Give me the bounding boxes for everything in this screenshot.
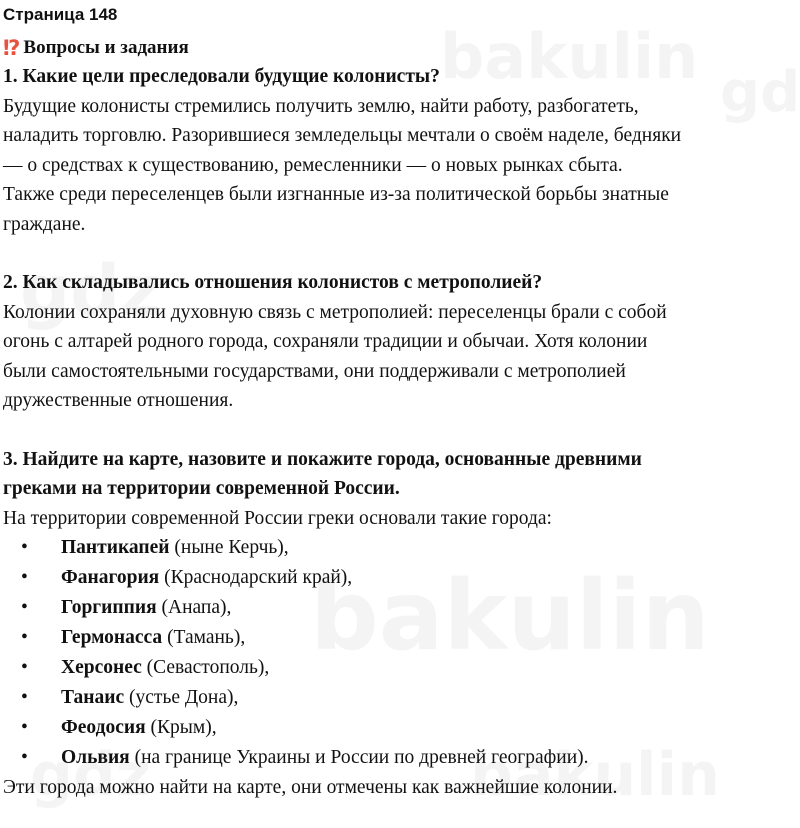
answer-3-intro: На территории современной России греки основали такие города: [3,507,552,529]
city-name: Фанагория [61,567,160,588]
question-1: 1. Какие цели преследовали будущие колонисты? [3,66,440,87]
city-note: (устье Дона), [124,687,239,708]
page-label: Страница 148 [3,5,118,24]
list-item [3,593,800,623]
bullet: • [21,657,28,678]
bullet: • [21,537,28,558]
list-item [3,713,800,743]
city-note: (на границе Украины и России по древней географии). [129,747,589,768]
answer-2-line: Колонии сохраняли духовную связь с метрополией: переселенцы брали с собой [3,301,667,323]
city-note: (Анапа), [156,597,232,618]
city-name: Феодосия [61,717,146,738]
question-block-1 [3,62,800,239]
city-name: Гермонасса [61,627,163,648]
cities-list [3,533,800,773]
list-item [3,533,800,563]
city-note: (Севастополь), [141,657,270,678]
answer-1-line: граждане. [3,213,86,235]
bullet: • [21,567,28,588]
answer-1-line: Также среди переселенцев были изгнанные из-за политической борьбы знатные [3,184,669,205]
bullet: • [21,627,28,648]
city-note: (Крым), [145,717,217,738]
question-block-2 [3,268,800,416]
city-name: Танаис [61,687,125,708]
section-title-text: Вопросы и задания [23,37,189,58]
answer-1-line: — о средствах к существованию, ремесленники — о новых рынках сбыта. [3,154,623,176]
list-item [3,743,800,773]
answer-3-outro: Эти города можно найти на карте, они отмечены как важнейшие колонии. [3,777,618,798]
bullet: • [21,687,28,708]
question-2: 2. Как складывались отношения колонистов с метрополией? [3,272,543,293]
list-item [3,683,800,713]
answer-1-line: Будущие колонисты стремились получить землю, найти работу, разбогатеть, [3,95,639,117]
exclamation-question-icon: ⁉ [3,36,18,60]
city-name: Пантикапей [61,537,170,558]
section-title [3,34,800,62]
answer-2-line: огонь с алтарей родного города, сохраняли традиции и обычаи. Хотя колонии [3,331,648,352]
city-name: Горгиппия [61,597,157,618]
list-item [3,623,800,653]
list-item [3,653,800,683]
city-name: Ольвия [61,747,130,768]
list-item [3,563,800,593]
bullet: • [21,597,28,618]
question-block-3 [3,445,800,803]
question-3-line: 3. Найдите на карте, назовите и покажите города, основанные древними [3,448,642,470]
city-note: (Краснодарский край), [159,567,353,588]
question-3-line: греками на территории современной России. [3,478,400,499]
answer-1-line: наладить торговлю. Разорившиеся земледельцы мечтали о своём наделе, бедняки [3,125,682,146]
bullet: • [21,717,28,738]
answer-2-line: дружественные отношения. [3,390,234,411]
city-note: (ныне Керчь), [169,537,289,558]
city-note: (Тамань), [162,627,246,648]
city-name: Херсонес [61,657,142,678]
bullet: • [21,747,28,768]
answer-2-line: были самостоятельными государствами, они поддерживали с метрополией [3,360,626,382]
